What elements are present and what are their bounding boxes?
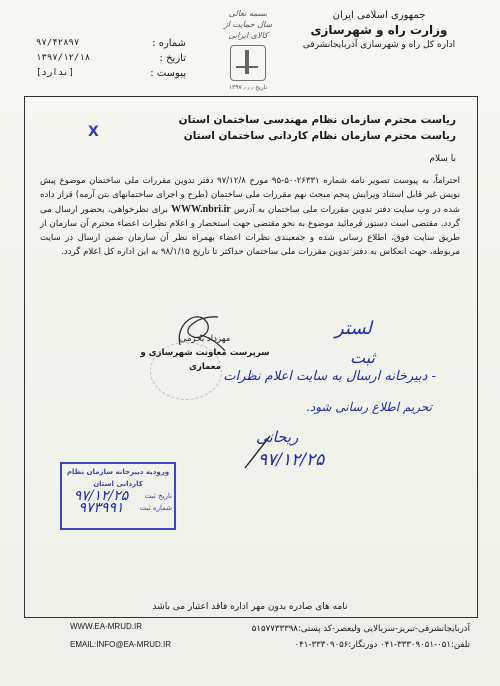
body-part-1: احتراماً، به پیوست تصویر نامه شماره ۲۶۳۳۱-۵۰-۹۵ مورخ ۹۷/۱۲/۸ دفتر تدوین مقررات ملی ساختمان موضوع پیش نویس غیر قابل استناد ویرایش پنجم مبحث نهم مقررات ملی ساختمان (طرح و اجرای ساختمانهای بتن آرمه) قرار داده شده در وب سایت دفتر تدوین مقررات ملی ساختمان به آدرس bbox=[40, 176, 460, 215]
addressee-line-2: ریاست محترم سازمان نظام کاردانی ساختمان استان bbox=[183, 130, 456, 142]
meta-attachment-row bbox=[36, 66, 186, 81]
handwritten-note-3: - دبیرخانه ارسال به سایت اعلام نظرات bbox=[223, 369, 436, 384]
validity-notice: نامه های صادره بدون مهر اداره فاقد اعتبار می باشد bbox=[152, 602, 348, 612]
handwritten-note-4: تحریم اطلاع رسانی شود. bbox=[306, 400, 432, 414]
number-label: شماره : bbox=[152, 38, 186, 49]
bismillah-text: بسمه تعالی bbox=[228, 9, 268, 18]
received-stamp bbox=[60, 462, 176, 530]
letter-body bbox=[40, 174, 460, 260]
emblem bbox=[218, 8, 278, 96]
footer-email[interactable]: EMAIL:INFO@EA-MRUD.IR bbox=[70, 640, 172, 649]
attachment-value: [ندارد] bbox=[36, 68, 74, 78]
letter-meta bbox=[36, 36, 186, 81]
handwritten-note-2: ثبت bbox=[350, 348, 375, 367]
greeting: با سلام bbox=[429, 154, 456, 164]
meta-number-row bbox=[36, 36, 186, 51]
ministry-title: وزارت راه و شهرسازی bbox=[310, 23, 448, 37]
footer-address: آذربایجانشرقی-تبریز-سربالایی ولیعصر-کد پستی:۵۱۵۷۷۳۳۳۹۸ bbox=[251, 624, 470, 634]
handwritten-note-1: لستر bbox=[335, 318, 372, 339]
handwritten-date: ۹۷/۱۲/۲۵ bbox=[258, 450, 325, 470]
republic-title: جمهوری اسلامی ایران bbox=[332, 10, 426, 21]
body-part-2: برای نظرخواهی، بحضور ارسال می گردد. مقتضی است دستور فرمائید موضوع به نحو مقتضی جهت استحضار و اعلام نظرات اعضاء محترم آن سازمان از طریق سایت فوق، اطلاع رسانی شده و جمعبندی نظرات اعضاء بهمراه نظر آن سازمان ضمن ارسال در سایت مربوطه، جهت انعکاس به دفتر تدوین مقررات ملی ساختمان حداکثر تا تاریخ ۹۸/۱/۱۵ به این اداره کل اعلام گردد. bbox=[40, 204, 460, 258]
date-value: ۱۳۹۷/۱۲/۱۸ bbox=[36, 53, 91, 63]
addressee-block bbox=[76, 112, 456, 144]
handwritten-x-mark: X bbox=[88, 124, 99, 140]
ministry-header bbox=[284, 8, 474, 53]
stamp-date-label: تاریخ ثبت bbox=[144, 492, 172, 500]
stamp-date-value: ۹۷/۱۲/۲۵ bbox=[73, 488, 129, 504]
year-slogan-text: سال حمایت از کالای ایرانی bbox=[223, 20, 273, 40]
meta-date-row bbox=[36, 51, 186, 66]
ministry-logo-icon bbox=[230, 45, 266, 81]
number-value: ۹۷/۴۲۸۹۷ bbox=[36, 38, 80, 48]
signer-name: مهرداد بخرمی bbox=[179, 334, 231, 344]
signer-title: سرپرست معاونت شهرسازی و معماری bbox=[140, 348, 270, 372]
date-label: تاریخ : bbox=[159, 53, 186, 64]
website-link: WWW.nbri.ir bbox=[171, 203, 231, 215]
signature-block bbox=[130, 332, 280, 374]
attachment-label: پیوست : bbox=[150, 68, 186, 79]
handwritten-stroke-icon bbox=[240, 430, 280, 470]
emblem-caption: تاریخ ٫ ٫ ٫ ۱۳۹۷ bbox=[228, 84, 268, 91]
footer-website[interactable]: WWW.EA-MRUD.IR bbox=[70, 622, 142, 631]
directorate-title: اداره کل راه و شهرسازی آذربایجانشرقی bbox=[302, 40, 456, 50]
footer-phone: تلفن:۰۵۱-۳۳۳۰۹۰۵۱-۰۴۱ دورنگار:۳۳۳۰۹۰۵۶-۰۴۱ bbox=[294, 640, 470, 650]
stamp-number-label: شماره ثبت bbox=[139, 504, 172, 512]
handwritten-initials: ریحانی bbox=[256, 428, 299, 446]
addressee-line-1: ریاست محترم سازمان نظام مهندسی ساختمان استان bbox=[178, 114, 456, 126]
stamp-number-value: ۹۷۳۹۹۱ bbox=[78, 500, 124, 516]
stamp-number-row bbox=[64, 502, 172, 514]
stamp-heading: ورودیه دبیرخانه سازمان نظام کاردانی استان bbox=[66, 468, 170, 488]
